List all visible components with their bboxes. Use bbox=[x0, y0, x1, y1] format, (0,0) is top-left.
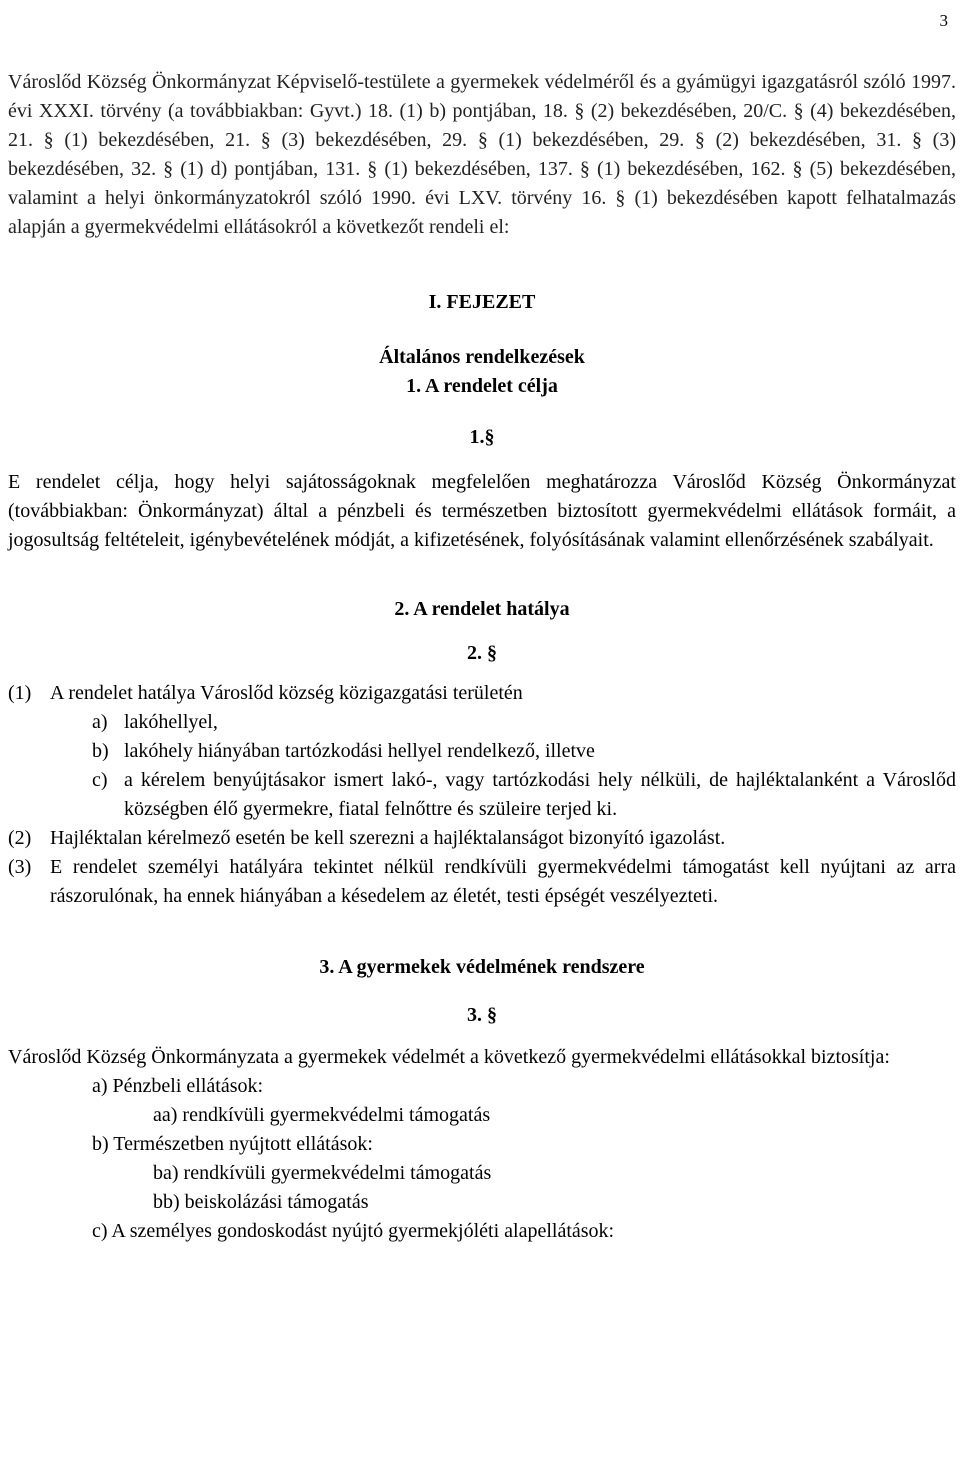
preamble: Városlőd Község Önkormányzat Képviselő-testülete a gyermekek védelméről és a gyámügyi igazgatásról szóló 1997. évi XXXI. törvény (a továbbiakban: Gyvt.) 18. (1) b) pontjában, 18. § (2) bekezdésében, 20/C. § (4) bekezdésében, 21. § (1) bekezdésében, 21. § (3) bekezdésében, 29. § (1) bekezdésében, 29. § (2) bekezdésében, 31. § (3) bekezdésében, 32. § (1) d) pontjában, 131. § (1) bekezdésében, 137. § (1) bekezdésében, 162. § (5) bekezdésében, valamint a helyi önkormányzatokról szóló 1990. évi LXV. törvény 16. § (1) bekezdésében kapott felhatalmazás alapján a gyermekvédelmi ellátásokról a következőt rendeli el: bbox=[8, 71, 956, 238]
item-number: (1) bbox=[8, 682, 32, 704]
chapter-title: Általános rendelkezések bbox=[379, 346, 585, 368]
list-c-label: c) A személyes gondoskodást nyújtó gyermekjóléti alapellátások: bbox=[92, 1220, 615, 1242]
item-2 bbox=[8, 824, 956, 853]
subitem-letter: b) bbox=[92, 740, 109, 762]
section-1-text: E rendelet célja, hogy helyi sajátosságoknak megfelelően meghatározza Városlőd Község Önkormányzat (továbbiakban: Önkormányzat) által a pénzbeli és természetben biztosított gyermekvédelmi ellátások formáit, a jogosultság feltételeit, igénybevételének módját, a kifizetésének, folyósításának valamint ellenőrzésének szabályait. bbox=[8, 471, 956, 551]
list-aa: aa) rendkívüli gyermekvédelmi támogatás bbox=[153, 1104, 491, 1126]
subitem-b bbox=[8, 737, 956, 766]
item-number: (2) bbox=[8, 827, 32, 849]
item-text: E rendelet személyi hatályára tekintet nélkül rendkívüli gyermekvédelmi támogatást kell nyújtani az arra rászorulónak, ha ennek hiányában a késedelem az életét, testi épségét veszélyezteti. bbox=[50, 856, 956, 907]
subitem-a bbox=[8, 708, 956, 737]
subitem-letter: a) bbox=[92, 711, 108, 733]
subitem-text: a kérelem benyújtásakor ismert lakó-, vagy tartózkodási hely nélküli, de hajléktalanként a Városlőd községben élő gyermekre, fiatal felnőttre és szüleire terjed ki. bbox=[124, 769, 956, 820]
paragraph-mark-3: 3. § bbox=[467, 1004, 497, 1026]
page-number: 3 bbox=[939, 11, 948, 30]
subitem-letter: c) bbox=[92, 769, 108, 791]
item-3 bbox=[8, 853, 956, 911]
subitem-text: lakóhellyel, bbox=[124, 711, 218, 733]
paragraph-mark-2: 2. § bbox=[467, 642, 497, 664]
section-3-intro: Városlőd Község Önkormányzata a gyermekek védelmét a következő gyermekvédelmi ellátásokkal biztosítja: bbox=[8, 1046, 890, 1068]
section-3-title: 3. A gyermekek védelmének rendszere bbox=[319, 956, 645, 978]
list-ba: ba) rendkívüli gyermekvédelmi támogatás bbox=[153, 1162, 492, 1184]
subitem-text: lakóhely hiányában tartózkodási hellyel rendelkező, illetve bbox=[124, 740, 595, 762]
section-1-title: 1. A rendelet célja bbox=[406, 375, 558, 397]
list-b-label: b) Természetben nyújtott ellátások: bbox=[92, 1133, 373, 1155]
list-a-label: a) Pénzbeli ellátások: bbox=[92, 1075, 264, 1097]
section-2-title: 2. A rendelet hatálya bbox=[394, 598, 570, 620]
item-text: A rendelet hatálya Városlőd község közigazgatási területén bbox=[50, 682, 523, 704]
item-number: (3) bbox=[8, 856, 32, 878]
item-text: Hajléktalan kérelmező esetén be kell szerezni a hajléktalanságot bizonyító igazolást. bbox=[50, 827, 726, 849]
paragraph-mark-1: 1.§ bbox=[469, 426, 495, 448]
item-1 bbox=[8, 679, 956, 708]
list-bb: bb) beiskolázási támogatás bbox=[153, 1191, 369, 1213]
chapter-label: I. FEJEZET bbox=[428, 291, 536, 313]
subitem-c bbox=[8, 766, 956, 824]
document-body bbox=[8, 68, 956, 1246]
